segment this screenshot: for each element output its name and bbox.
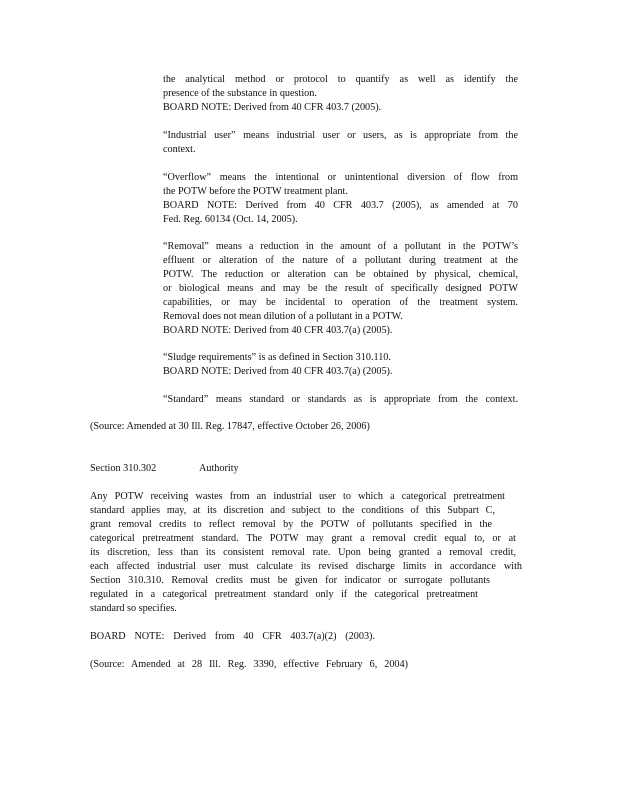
definition-line: effluent or alteration of the nature of a pollutant during treatment at the bbox=[163, 255, 518, 266]
definition-line: Removal does not mean dilution of a pollutant in a POTW. bbox=[163, 311, 403, 322]
definition-line: context. bbox=[163, 144, 196, 155]
body-line: categorical pretreatment standard. The POTW may grant a removal credit equal to, or at bbox=[90, 533, 516, 544]
definition-line: “Sludge requirements” is as defined in Section 310.110. bbox=[163, 352, 391, 363]
body-line: standard applies may, at its discretion and subject to the conditions of this Subpart C, bbox=[90, 505, 495, 516]
definition-line: “Standard” means standard or standards as is appropriate from the context. bbox=[163, 394, 518, 405]
body-line: its discretion, less than its consistent removal rate. Upon being granted a removal credit, bbox=[90, 547, 516, 558]
body-line: grant removal credits to reflect removal by the POTW of pollutants specified in the bbox=[90, 519, 492, 530]
board-note-line: BOARD NOTE: Derived from 40 CFR 403.7(a)(2) (2003). bbox=[90, 631, 375, 642]
board-note-line: BOARD NOTE: Derived from 40 CFR 403.7 (2005), as amended at 70 bbox=[163, 200, 518, 211]
body-line: Any POTW receiving wastes from an industrial user to which a categorical pretreatment bbox=[90, 491, 505, 502]
section-number: Section 310.302 bbox=[90, 463, 157, 474]
body-line: standard so specifies. bbox=[90, 603, 177, 614]
board-note-line: Fed. Reg. 60134 (Oct. 14, 2005). bbox=[163, 214, 298, 225]
body-line: each affected industrial user must calculate its revised discharge limits in accordance with bbox=[90, 561, 522, 572]
section-title: Authority bbox=[199, 463, 239, 474]
definition-line: “Industrial user” means industrial user or users, as is appropriate from the bbox=[163, 130, 518, 141]
definition-line: the POTW before the POTW treatment plant. bbox=[163, 186, 348, 197]
definition-line: POTW. The reduction or alteration can be obtained by physical, chemical, bbox=[163, 269, 518, 280]
definition-line: or biological means and may be the result of specifically designed POTW bbox=[163, 283, 518, 294]
body-line: regulated in a categorical pretreatment standard only if the categorical pretreatment bbox=[90, 589, 478, 600]
board-note-line: BOARD NOTE: Derived from 40 CFR 403.7(a) (2005). bbox=[163, 366, 393, 377]
source-note: (Source: Amended at 28 Ill. Reg. 3390, effective February 6, 2004) bbox=[90, 659, 408, 670]
definition-line: “Overflow” means the intentional or unintentional diversion of flow from bbox=[163, 172, 518, 183]
body-line: Section 310.310. Removal credits must be given for indicator or surrogate pollutants bbox=[90, 575, 490, 586]
board-note-line: BOARD NOTE: Derived from 40 CFR 403.7 (2005). bbox=[163, 102, 382, 113]
definition-line: the analytical method or protocol to quantify as well as identify the bbox=[163, 74, 518, 85]
source-note: (Source: Amended at 30 Ill. Reg. 17847, effective October 26, 2006) bbox=[90, 421, 370, 432]
board-note-line: BOARD NOTE: Derived from 40 CFR 403.7(a) (2005). bbox=[163, 325, 393, 336]
definition-line: capabilities, or may be incidental to operation of the treatment system. bbox=[163, 297, 518, 308]
definition-line: presence of the substance in question. bbox=[163, 88, 317, 99]
definition-line: “Removal” means a reduction in the amount of a pollutant in the POTW’s bbox=[163, 241, 518, 252]
